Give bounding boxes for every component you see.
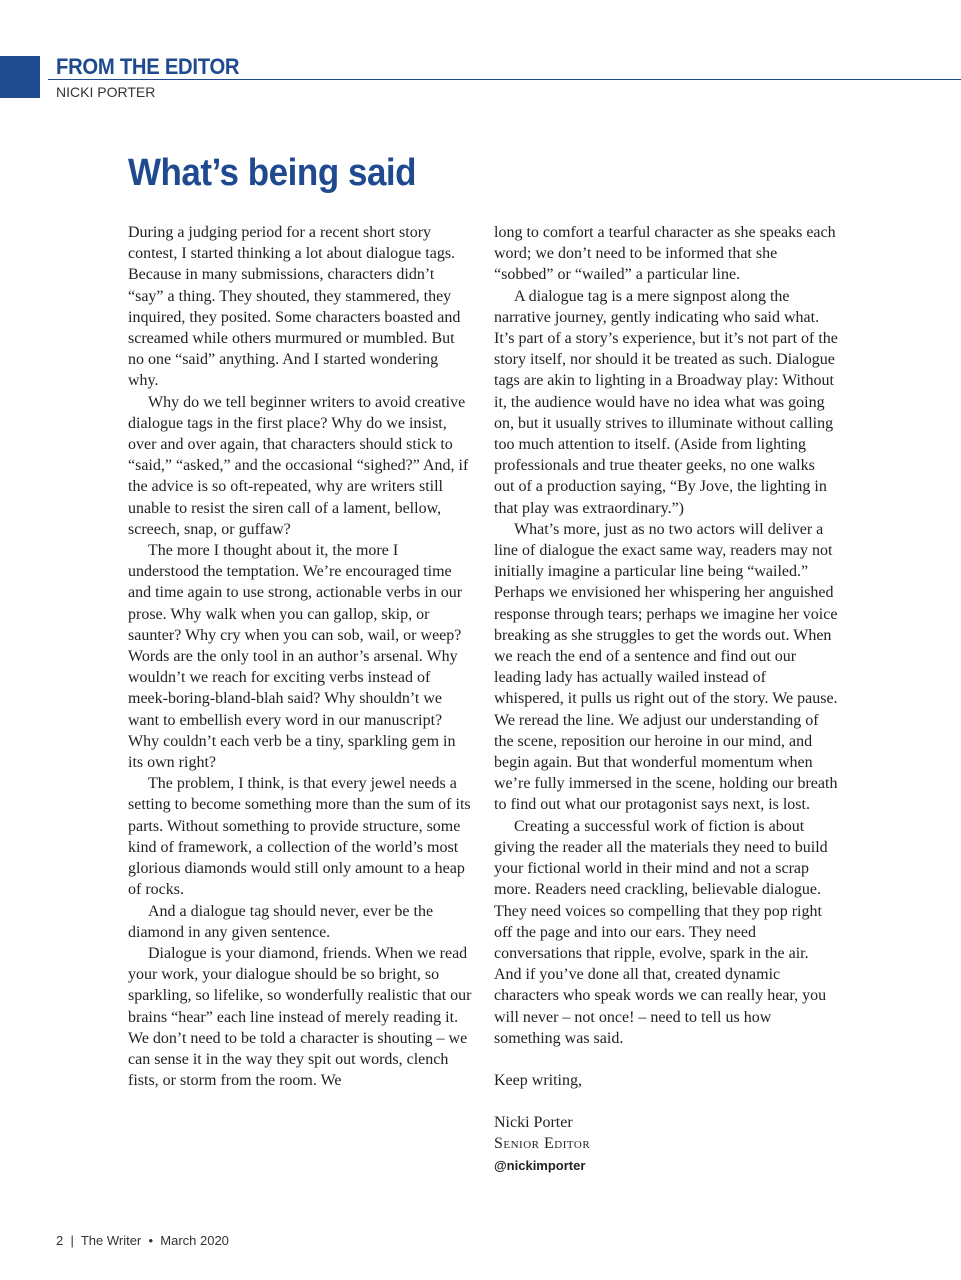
signature-name: Nicki Porter <box>494 1114 573 1132</box>
signature-handle[interactable]: @nickimporter <box>494 1157 586 1173</box>
paragraph: A dialogue tag is a mere signpost along the narrative journey, gently indicating who said what. It’s part of a story’s experience, but it’s not part of the story itself, nor should it be treated as such. Dialogue tags are akin to lighting in a Broadway play: Without it, the audience would have no idea what was going on, but it usually strives to illuminate without calling too much attention to itself. (Aside from lighting professionals and true theater geeks, no one walks out of a production saying, “By Jove, the lighting in that play was extraordinary.”) <box>494 287 838 517</box>
paragraph: long to comfort a tearful character as she speaks each word; we don’t need to be informed that she “sobbed” or “wailed” a particular line. <box>494 224 836 284</box>
signature-title: Senior Editor <box>494 1135 591 1153</box>
section-label: FROM THE EDITOR <box>56 54 240 79</box>
paragraph: Why do we tell beginner writers to avoid creative dialogue tags in the first place? Why do we insist, over and over again, that characters should stick to “said,” “asked,” and the occasional “sighed?” And, if the advice is so oft-repeated, why are writers still unable to resist the siren call of a lament, bellow, screech, snap, or guffaw? <box>128 393 469 538</box>
paragraph: The problem, I think, is that every jewel needs a setting to become something more than the sum of its parts. Without something to provide structure, some kind of framework, a collection of the world’s most glorious diamonds would still only amount to a heap of rocks. <box>128 775 471 899</box>
section-color-block <box>0 56 40 98</box>
paragraph: During a judging period for a recent short story contest, I started thinking a lot about dialogue tags. Because in many submissions, characters didn’t “say” a thing. They shouted, they stammered, they inquired, they posited. Some characters boasted and screamed while others murmured or mumbled. But no one “said” anything. And I started wondering why. <box>128 224 461 390</box>
byline: NICKI PORTER <box>56 84 156 100</box>
paragraph: Dialogue is your diamond, friends. When we read your work, your dialogue should be so bright, so sparkling, so lifelike, so wonderfully realistic that our brains “hear” each line instead of merely reading it. We don’t need to be told a character is shouting – we can sense it in the way they spit out words, clench fists, or storm from the room. We <box>128 944 472 1090</box>
article-column-left <box>128 222 472 1091</box>
page-title: What’s being said <box>128 152 417 194</box>
paragraph: The more I thought about it, the more I understood the temptation. We’re encouraged time and time again to use strong, actionable verbs in our prose. Why walk when you can gallop, skip, or saunter? Why cry when you can sob, wail, or weep? Words are the only tool in an author’s arsenal. Why wouldn’t we reach for exciting verbs instead of meek-boring-bland-blah said? Why shouldn’t we want to embellish every word in our manuscript? Why couldn’t each verb be a tiny, sparkling gem in its own right? <box>128 542 463 772</box>
signoff: Keep writing, <box>494 1071 582 1089</box>
paragraph: What’s more, just as no two actors will deliver a line of dialogue the exact same way, readers may not initially imagine a particular line being “wailed.” Perhaps we envisioned her whispering her anguished response through tears; perhaps we imagine her voice breaking as she struggles to get the words out. When we reach the end of a sentence and find out our leading lady has actually wailed instead of whispered, it pulls us right out of the story. We pause. We reread the line. We adjust our understanding of the scene, reposition our heroine in our mind, and begin again. But that wonderful momentum when we’re fully immersed in the scene, holding our breath to find out what our protagonist says next, is lost. <box>494 520 838 814</box>
paragraph: And a dialogue tag should never, ever be the diamond in any given sentence. <box>128 902 434 941</box>
paragraph: Creating a successful work of fiction is about giving the reader all the materials they need to build your fictional world in their mind and not a scrap more. Readers need crackling, believable dialogue. They need voices so compelling that they pop right off the page and into our ears. They need conversations that ripple, evolve, spark in the air. And if you’ve done all that, created dynamic characters who speak words we can really hear, you will never – not once! – need to tell us how something was said. <box>494 817 828 1047</box>
page-footer: 2 | The Writer • March 2020 <box>56 1233 229 1248</box>
article-column-right <box>494 222 838 1176</box>
